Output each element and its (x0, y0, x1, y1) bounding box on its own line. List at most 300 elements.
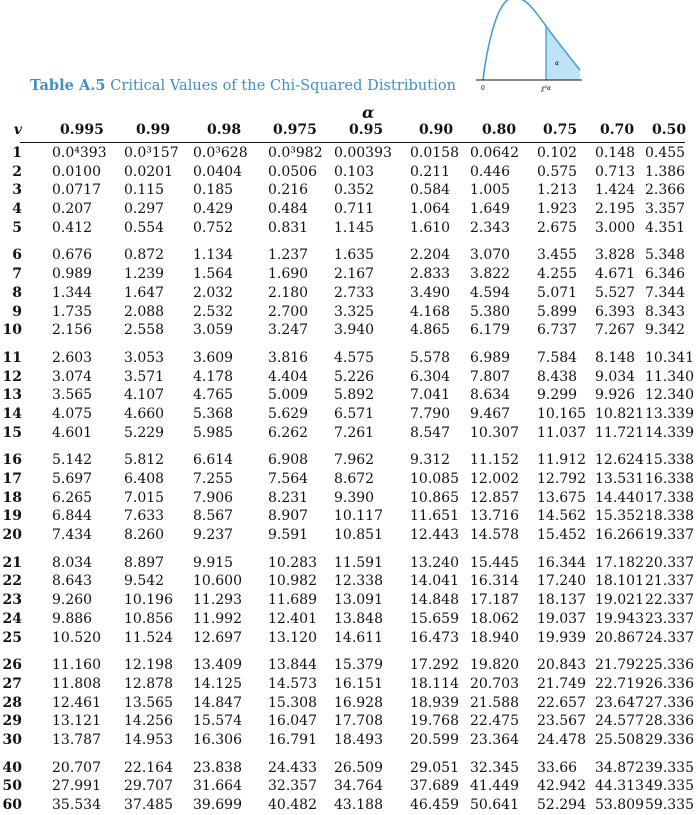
critical-value-cell: 3.059 (193, 322, 234, 339)
critical-value-cell: 4.178 (193, 368, 234, 385)
critical-value-cell: 20.337 (645, 554, 694, 571)
critical-value-cell: 4.594 (470, 284, 511, 301)
degrees-of-freedom-cell: 26 (2, 657, 22, 674)
group-gap (0, 647, 698, 656)
table-row (0, 200, 698, 219)
degrees-of-freedom-cell: 16 (2, 452, 22, 469)
critical-value-cell: 11.591 (334, 554, 383, 571)
critical-value-cell: 7.584 (537, 349, 578, 366)
critical-value-cell: 8.148 (595, 349, 636, 366)
critical-value-cell: 0.0³982 (268, 145, 323, 161)
critical-value-cell: 21.588 (470, 694, 519, 711)
critical-value-cell: 13.240 (410, 554, 459, 571)
table-row (0, 796, 698, 815)
critical-value-cell: 5.142 (52, 452, 93, 469)
critical-value-cell: 3.000 (595, 219, 636, 236)
critical-value-cell: 5.697 (52, 471, 93, 487)
critical-value-cell: 3.325 (334, 303, 375, 320)
critical-value-cell: 20.599 (410, 731, 459, 748)
critical-value-cell: 0.211 (410, 163, 451, 180)
alpha-header: 0.98 (207, 122, 242, 138)
table-row (0, 675, 698, 694)
critical-value-cell: 12.002 (470, 471, 519, 487)
critical-value-cell: 9.342 (645, 322, 686, 339)
critical-value-cell: 19.768 (410, 713, 459, 730)
critical-value-cell: 0.185 (193, 182, 234, 199)
critical-value-cell: 17.708 (334, 713, 383, 730)
critical-value-cell: 12.697 (193, 629, 242, 646)
critical-value-cell: 12.878 (124, 675, 173, 692)
table-row (0, 163, 698, 182)
critical-value-cell: 5.985 (193, 424, 234, 441)
critical-value-cell: 7.267 (595, 322, 636, 339)
critical-value-cell: 14.847 (193, 694, 242, 711)
critical-value-cell: 4.107 (124, 387, 165, 404)
critical-value-cell: 29.336 (645, 731, 694, 748)
critical-value-cell: 0.584 (410, 182, 451, 199)
critical-value-cell: 5.527 (595, 284, 636, 301)
degrees-of-freedom-cell: 25 (2, 629, 22, 646)
table-row (0, 712, 698, 731)
degrees-of-freedom-cell: 15 (2, 424, 22, 441)
critical-value-cell: 18.062 (470, 610, 519, 627)
critical-value-cell: 6.571 (334, 405, 375, 422)
critical-value-cell: 0.00393 (334, 145, 392, 161)
critical-value-cell: 7.633 (124, 508, 165, 525)
critical-value-cell: 4.865 (410, 322, 451, 339)
critical-value-cell: 2.167 (334, 266, 375, 283)
critical-value-cell: 12.340 (645, 387, 694, 404)
critical-value-cell: 8.634 (470, 387, 511, 404)
critical-value-cell: 22.475 (470, 713, 519, 730)
degrees-of-freedom-cell: 50 (2, 778, 22, 795)
critical-value-cell: 22.719 (595, 675, 644, 692)
critical-value-cell: 7.962 (334, 452, 375, 469)
critical-value-cell: 16.791 (268, 731, 317, 748)
critical-value-cell: 11.808 (52, 675, 101, 692)
alpha-header: 0.75 (543, 122, 578, 138)
critical-value-cell: 1.610 (410, 219, 451, 236)
critical-value-cell: 13.565 (124, 694, 173, 711)
critical-value-cell: 7.807 (470, 368, 511, 385)
critical-value-cell: 0.0100 (52, 163, 101, 180)
critical-value-cell: 9.034 (595, 368, 636, 385)
critical-value-cell: 25.508 (595, 731, 644, 748)
critical-value-cell: 26.509 (334, 759, 383, 776)
critical-value-cell: 7.015 (124, 489, 165, 506)
critical-value-cell: 15.338 (645, 452, 694, 469)
critical-value-cell: 0.115 (124, 182, 165, 199)
critical-value-cell: 4.601 (52, 424, 93, 441)
critical-value-cell: 8.897 (124, 554, 165, 571)
critical-value-cell: 53.809 (595, 797, 644, 813)
critical-value-cell: 59.335 (645, 797, 694, 813)
table-row (0, 572, 698, 591)
critical-value-cell: 11.651 (410, 508, 459, 525)
critical-value-cell: 11.721 (595, 424, 644, 441)
critical-value-cell: 0.0201 (124, 163, 173, 180)
critical-value-cell: 19.943 (595, 610, 644, 627)
critical-value-cell: 3.816 (268, 349, 309, 366)
critical-value-cell: 3.828 (595, 247, 636, 264)
critical-values-table (0, 119, 698, 815)
degrees-of-freedom-cell: 6 (12, 247, 22, 264)
alpha-heading: α (362, 103, 375, 122)
critical-value-cell: 37.485 (124, 797, 173, 813)
critical-value-cell: 13.091 (334, 592, 383, 609)
critical-value-cell: 39.335 (645, 759, 694, 776)
degrees-of-freedom-cell: 1 (12, 145, 22, 161)
critical-value-cell: 44.313 (595, 778, 644, 795)
critical-value-cell: 19.820 (470, 657, 519, 674)
critical-value-cell: 1.635 (334, 247, 375, 264)
critical-value-cell: 1.424 (595, 182, 636, 199)
critical-value-cell: 6.265 (52, 489, 93, 506)
critical-value-cell: 12.401 (268, 610, 317, 627)
critical-value-cell: 11.992 (193, 610, 242, 627)
alpha-header: 0.995 (60, 122, 104, 138)
degrees-of-freedom-cell: 13 (2, 387, 22, 404)
critical-value-cell: 5.899 (537, 303, 578, 320)
critical-value-cell: 25.336 (645, 657, 694, 674)
critical-value-cell: 20.703 (470, 675, 519, 692)
critical-value-cell: 2.366 (645, 182, 686, 199)
critical-value-cell: 10.085 (410, 471, 459, 487)
critical-value-cell: 8.438 (537, 368, 578, 385)
critical-value-cell: 0.0158 (410, 145, 459, 161)
critical-value-cell: 8.672 (334, 471, 375, 487)
critical-value-cell: 8.907 (268, 508, 309, 525)
degrees-of-freedom-cell: 60 (2, 797, 22, 813)
critical-value-cell: 0.0506 (268, 163, 317, 180)
critical-value-cell: 18.338 (645, 508, 694, 525)
critical-value-cell: 0.713 (595, 163, 636, 180)
critical-value-cell: 13.531 (595, 471, 644, 487)
critical-value-cell: 6.844 (52, 508, 93, 525)
critical-value-cell: 0.412 (52, 219, 93, 236)
degrees-of-freedom-cell: 23 (2, 592, 22, 609)
critical-value-cell: 14.578 (470, 527, 519, 544)
critical-value-cell: 4.255 (537, 266, 578, 283)
degrees-of-freedom-cell: 17 (2, 471, 22, 487)
degrees-of-freedom-cell: 12 (2, 368, 22, 385)
critical-value-cell: 18.940 (470, 629, 519, 646)
critical-value-cell: 12.624 (595, 452, 644, 469)
critical-value-cell: 14.848 (410, 592, 459, 609)
degrees-of-freedom-cell: 3 (12, 182, 22, 199)
table-row (0, 777, 698, 796)
critical-value-cell: 20.843 (537, 657, 586, 674)
critical-value-cell: 0.148 (595, 145, 636, 161)
table-body (0, 144, 698, 815)
critical-value-cell: 16.314 (470, 573, 519, 590)
critical-value-cell: 7.255 (193, 471, 234, 487)
table-row (0, 303, 698, 322)
critical-value-cell: 8.567 (193, 508, 234, 525)
critical-value-cell: 13.787 (52, 731, 101, 748)
critical-value-cell: 10.520 (52, 629, 101, 646)
critical-value-cell: 31.664 (193, 778, 242, 795)
critical-value-cell: 0.0⁴393 (52, 145, 107, 161)
critical-value-cell: 2.833 (410, 266, 451, 283)
critical-value-cell: 19.337 (645, 527, 694, 544)
table-caption: Critical Values of the Chi-Squared Distribution (110, 78, 457, 94)
critical-value-cell: 0.554 (124, 219, 165, 236)
critical-value-cell: 6.408 (124, 471, 165, 487)
critical-value-cell: 29.051 (410, 759, 459, 776)
critical-value-cell: 8.231 (268, 489, 309, 506)
critical-value-cell: 10.851 (334, 527, 383, 544)
critical-value-cell: 9.237 (193, 527, 234, 544)
critical-value-cell: 8.260 (124, 527, 165, 544)
table-row (0, 181, 698, 200)
table-label: Table A.5 (30, 77, 106, 94)
table-row (0, 386, 698, 405)
critical-value-cell: 9.915 (193, 554, 234, 571)
critical-value-cell: 3.490 (410, 284, 451, 301)
critical-value-cell: 10.283 (268, 554, 317, 571)
degrees-of-freedom-cell: 10 (2, 322, 22, 339)
critical-value-cell: 8.643 (52, 573, 93, 590)
critical-value-cell: 3.940 (334, 322, 375, 339)
critical-value-cell: 5.226 (334, 368, 375, 385)
critical-value-cell: 34.764 (334, 778, 383, 795)
critical-value-cell: 19.021 (595, 592, 644, 609)
critical-value-cell: 1.134 (193, 247, 234, 264)
critical-value-cell: 37.689 (410, 778, 459, 795)
critical-value-cell: 4.404 (268, 368, 309, 385)
critical-value-cell: 12.443 (410, 527, 459, 544)
critical-value-cell: 42.942 (537, 778, 586, 795)
critical-value-cell: 2.675 (537, 219, 578, 236)
degrees-of-freedom-cell: 20 (2, 527, 22, 544)
critical-value-cell: 1.649 (470, 201, 511, 218)
critical-value-cell: 3.571 (124, 368, 165, 385)
critical-value-cell: 0.0717 (52, 182, 101, 199)
critical-value-cell: 8.034 (52, 554, 93, 571)
critical-value-cell: 17.182 (595, 554, 644, 571)
alpha-header: 0.50 (652, 122, 687, 138)
critical-value-cell: 49.335 (645, 778, 694, 795)
critical-value-cell: 5.071 (537, 284, 578, 301)
degrees-of-freedom-cell: 18 (2, 489, 22, 506)
critical-value-cell: 10.117 (334, 508, 383, 525)
critical-value-cell: 11.524 (124, 629, 173, 646)
critical-value-cell: 2.343 (470, 219, 511, 236)
alpha-area-label: α (555, 60, 560, 67)
critical-value-cell: 50.641 (470, 797, 519, 813)
critical-value-cell: 1.239 (124, 266, 165, 283)
critical-value-cell: 17.187 (470, 592, 519, 609)
critical-value-cell: 18.137 (537, 592, 586, 609)
table-row (0, 424, 698, 443)
critical-value-cell: 0.0642 (470, 145, 519, 161)
critical-value-cell: 11.912 (537, 452, 586, 469)
critical-value-cell: 4.671 (595, 266, 636, 283)
critical-value-cell: 11.160 (52, 657, 101, 674)
critical-value-cell: 5.629 (268, 405, 309, 422)
alpha-header: 0.975 (273, 122, 317, 138)
degrees-of-freedom-cell: 14 (2, 405, 22, 422)
critical-value-cell: 28.336 (645, 713, 694, 730)
critical-value-cell: 5.229 (124, 424, 165, 441)
degrees-of-freedom-cell: 24 (2, 610, 22, 627)
critical-value-cell: 32.345 (470, 759, 519, 776)
critical-value-cell: 8.547 (410, 424, 451, 441)
critical-value-cell: 4.575 (334, 349, 375, 366)
critical-value-cell: 16.266 (595, 527, 644, 544)
critical-value-cell: 11.689 (268, 592, 317, 609)
critical-value-cell: 12.857 (470, 489, 519, 506)
critical-value-cell: 2.700 (268, 303, 309, 320)
table-row (0, 694, 698, 713)
critical-value-cell: 11.152 (470, 452, 519, 469)
critical-value-cell: 17.240 (537, 573, 586, 590)
critical-value-cell: 24.577 (595, 713, 644, 730)
critical-value-cell: 1.923 (537, 201, 578, 218)
critical-value-cell: 2.032 (193, 284, 234, 301)
critical-value-cell: 4.351 (645, 219, 686, 236)
table-row (0, 554, 698, 573)
critical-value-cell: 40.482 (268, 797, 317, 813)
critical-value-cell: 6.737 (537, 322, 578, 339)
critical-value-cell: 24.433 (268, 759, 317, 776)
critical-value-cell: 0.989 (52, 266, 93, 283)
critical-value-cell: 6.346 (645, 266, 686, 283)
critical-value-cell: 14.611 (334, 629, 383, 646)
critical-value-cell: 4.168 (410, 303, 451, 320)
critical-value-cell: 14.562 (537, 508, 586, 525)
critical-value-cell: 0.446 (470, 163, 511, 180)
table-row (0, 591, 698, 610)
group-gap (0, 442, 698, 451)
axis-zero-label: 0 (481, 85, 485, 92)
header-rule (20, 142, 685, 143)
group-gap (0, 750, 698, 759)
critical-value-cell: 23.567 (537, 713, 586, 730)
critical-value-cell: 32.357 (268, 778, 317, 795)
degrees-of-freedom-cell: 5 (12, 219, 22, 236)
critical-value-cell: 1.213 (537, 182, 578, 199)
critical-value-cell: 0.207 (52, 201, 93, 218)
group-gap (0, 545, 698, 554)
critical-value-cell: 11.293 (193, 592, 242, 609)
critical-value-cell: 22.337 (645, 592, 694, 609)
critical-value-cell: 11.037 (537, 424, 586, 441)
group-gap (0, 340, 698, 349)
critical-value-cell: 9.926 (595, 387, 636, 404)
critical-value-cell: 4.660 (124, 405, 165, 422)
critical-value-cell: 5.812 (124, 452, 165, 469)
critical-value-cell: 15.445 (470, 554, 519, 571)
critical-value-cell: 17.338 (645, 489, 694, 506)
critical-value-cell: 3.053 (124, 349, 165, 366)
critical-value-cell: 7.906 (193, 489, 234, 506)
critical-value-cell: 33.66 (537, 759, 578, 776)
critical-value-cell: 0.575 (537, 163, 578, 180)
critical-value-cell: 13.716 (470, 508, 519, 525)
critical-value-cell: 12.338 (334, 573, 383, 590)
table-row (0, 731, 698, 750)
critical-value-cell: 15.659 (410, 610, 459, 627)
critical-value-cell: 5.348 (645, 247, 686, 264)
critical-value-cell: 18.493 (334, 731, 383, 748)
critical-value-cell: 2.204 (410, 247, 451, 264)
critical-value-cell: 2.088 (124, 303, 165, 320)
critical-value-cell: 1.145 (334, 219, 375, 236)
critical-value-cell: 21.792 (595, 657, 644, 674)
critical-value-cell: 0.429 (193, 201, 234, 218)
table-row (0, 629, 698, 648)
critical-value-cell: 13.409 (193, 657, 242, 674)
critical-value-cell: 2.603 (52, 349, 93, 366)
critical-value-cell: 23.647 (595, 694, 644, 711)
critical-value-cell: 3.070 (470, 247, 511, 264)
degrees-of-freedom-cell: 11 (2, 349, 22, 366)
critical-value-cell: 17.292 (410, 657, 459, 674)
critical-value-cell: 10.196 (124, 592, 173, 609)
critical-value-cell: 13.339 (645, 405, 694, 422)
critical-value-cell: 13.848 (334, 610, 383, 627)
critical-value-cell: 16.047 (268, 713, 317, 730)
table-row (0, 656, 698, 675)
table-row (0, 451, 698, 470)
alpha-header: 0.99 (136, 122, 171, 138)
critical-value-cell: 23.337 (645, 610, 694, 627)
critical-value-cell: 6.262 (268, 424, 309, 441)
critical-value-cell: 7.344 (645, 284, 686, 301)
critical-value-cell: 7.434 (52, 527, 93, 544)
alpha-header: 0.70 (600, 122, 635, 138)
critical-value-cell: 10.307 (470, 424, 519, 441)
critical-value-cell: 15.574 (193, 713, 242, 730)
critical-value-cell: 1.690 (268, 266, 309, 283)
critical-value-cell: 5.009 (268, 387, 309, 404)
table-row (0, 470, 698, 489)
table-row (0, 610, 698, 629)
degrees-of-freedom-cell: 22 (2, 573, 22, 590)
critical-value-cell: 3.609 (193, 349, 234, 366)
critical-value-cell: 10.600 (193, 573, 242, 590)
critical-value-cell: 0.0³157 (124, 145, 179, 161)
critical-value-cell: 6.614 (193, 452, 234, 469)
critical-value-cell: 3.455 (537, 247, 578, 264)
critical-value-cell: 15.352 (595, 508, 644, 525)
critical-value-cell: 3.357 (645, 201, 686, 218)
critical-value-cell: 6.179 (470, 322, 511, 339)
critical-value-cell: 9.886 (52, 610, 93, 627)
table-row (0, 246, 698, 265)
critical-value-cell: 10.865 (410, 489, 459, 506)
critical-value-cell: 3.247 (268, 322, 309, 339)
degrees-of-freedom-cell: 30 (2, 731, 22, 748)
critical-value-cell: 0.297 (124, 201, 165, 218)
critical-value-cell: 7.790 (410, 405, 451, 422)
table-row (0, 284, 698, 303)
critical-value-cell: 0.0³628 (193, 145, 248, 161)
degrees-of-freedom-cell: 19 (2, 508, 22, 525)
critical-value-cell: 0.752 (193, 219, 234, 236)
degrees-of-freedom-cell: 21 (2, 554, 22, 571)
critical-value-cell: 0.352 (334, 182, 375, 199)
critical-value-cell: 15.308 (268, 694, 317, 711)
critical-value-cell: 16.338 (645, 471, 694, 487)
table-row (0, 759, 698, 778)
critical-value-cell: 6.393 (595, 303, 636, 320)
critical-value-cell: 1.237 (268, 247, 309, 264)
critical-value-cell: 24.337 (645, 629, 694, 646)
degrees-of-freedom-cell: 28 (2, 694, 22, 711)
